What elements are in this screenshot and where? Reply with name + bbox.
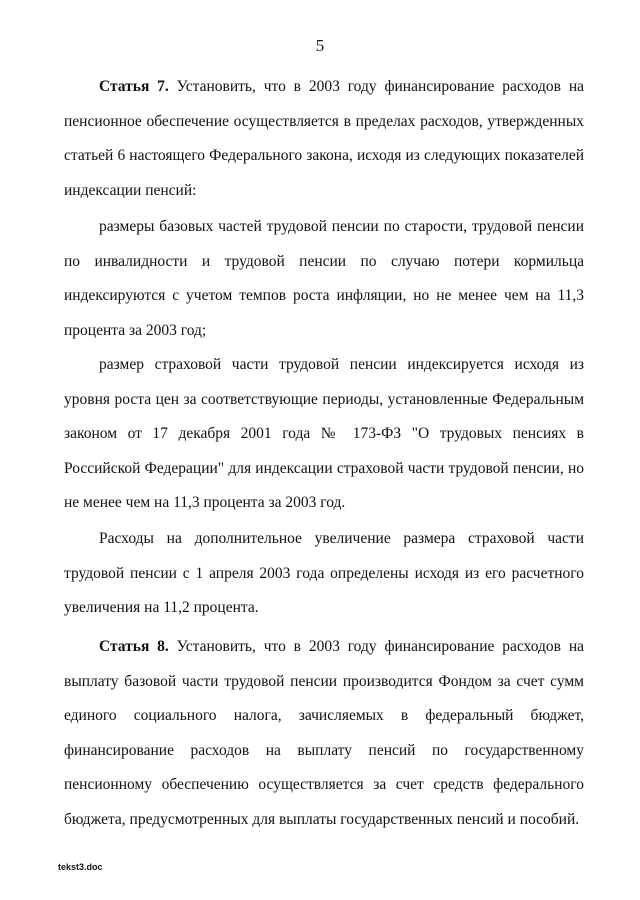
article-7-heading: Статья 7. <box>99 78 169 95</box>
page-number: 5 <box>315 36 325 55</box>
article-7-text: Установить, что в 2003 году финансирование расходов на пенсионное обеспечение осуществляется в пределах расходов, утвержденных статьей 6 настоящего Федерального закона, исходя из следующих показателей индексации пенсий: <box>64 78 584 199</box>
article-7-paragraph <box>64 70 584 208</box>
insurance-pension-indexation-paragraph <box>64 348 584 521</box>
footer-filename: tekst3.doc <box>58 862 103 872</box>
base-pension-indexation-text: размеры базовых частей трудовой пенсии по старости, трудовой пенсии по инвалидности и трудовой пенсии по случаю потери кормильца индексируются с учетом темпов роста инфляции, но не менее чем на 11,3 процента за 2003 год; <box>64 218 584 339</box>
insurance-pension-indexation-text: размер страховой части трудовой пенсии индексируется исходя из уровня роста цен за соответствующие периоды, установленные Федеральным законом от 17 декабря 2001 года № 173-ФЗ "О трудовых пенсиях в Российской Федерации" для индексации страховой части трудовой пенсии, но не менее чем на 11,3 процента за 2003 год. <box>64 356 584 511</box>
base-pension-indexation-paragraph <box>64 210 584 348</box>
article-8-heading: Статья 8. <box>99 638 169 655</box>
article-8-text: Установить, что в 2003 году финансирование расходов на выплату базовой части трудовой пенсии производится Фондом за счет сумм единого социального налога, зачисляемых в федеральный бюджет, финансирование расходов на выплату пенсий по государственному пенсионному обеспечению осуществляется за счет средств федерального бюджета, предусмотренных для выплаты государственных пенсий и пособий. <box>64 638 584 828</box>
additional-expenses-paragraph <box>64 522 584 626</box>
article-8-paragraph <box>64 630 584 837</box>
additional-expenses-text: Расходы на дополнительное увеличение размера страховой части трудовой пенсии с 1 апреля 2003 года определены исходя из его расчетного увеличения на 11,2 процента. <box>64 530 584 616</box>
